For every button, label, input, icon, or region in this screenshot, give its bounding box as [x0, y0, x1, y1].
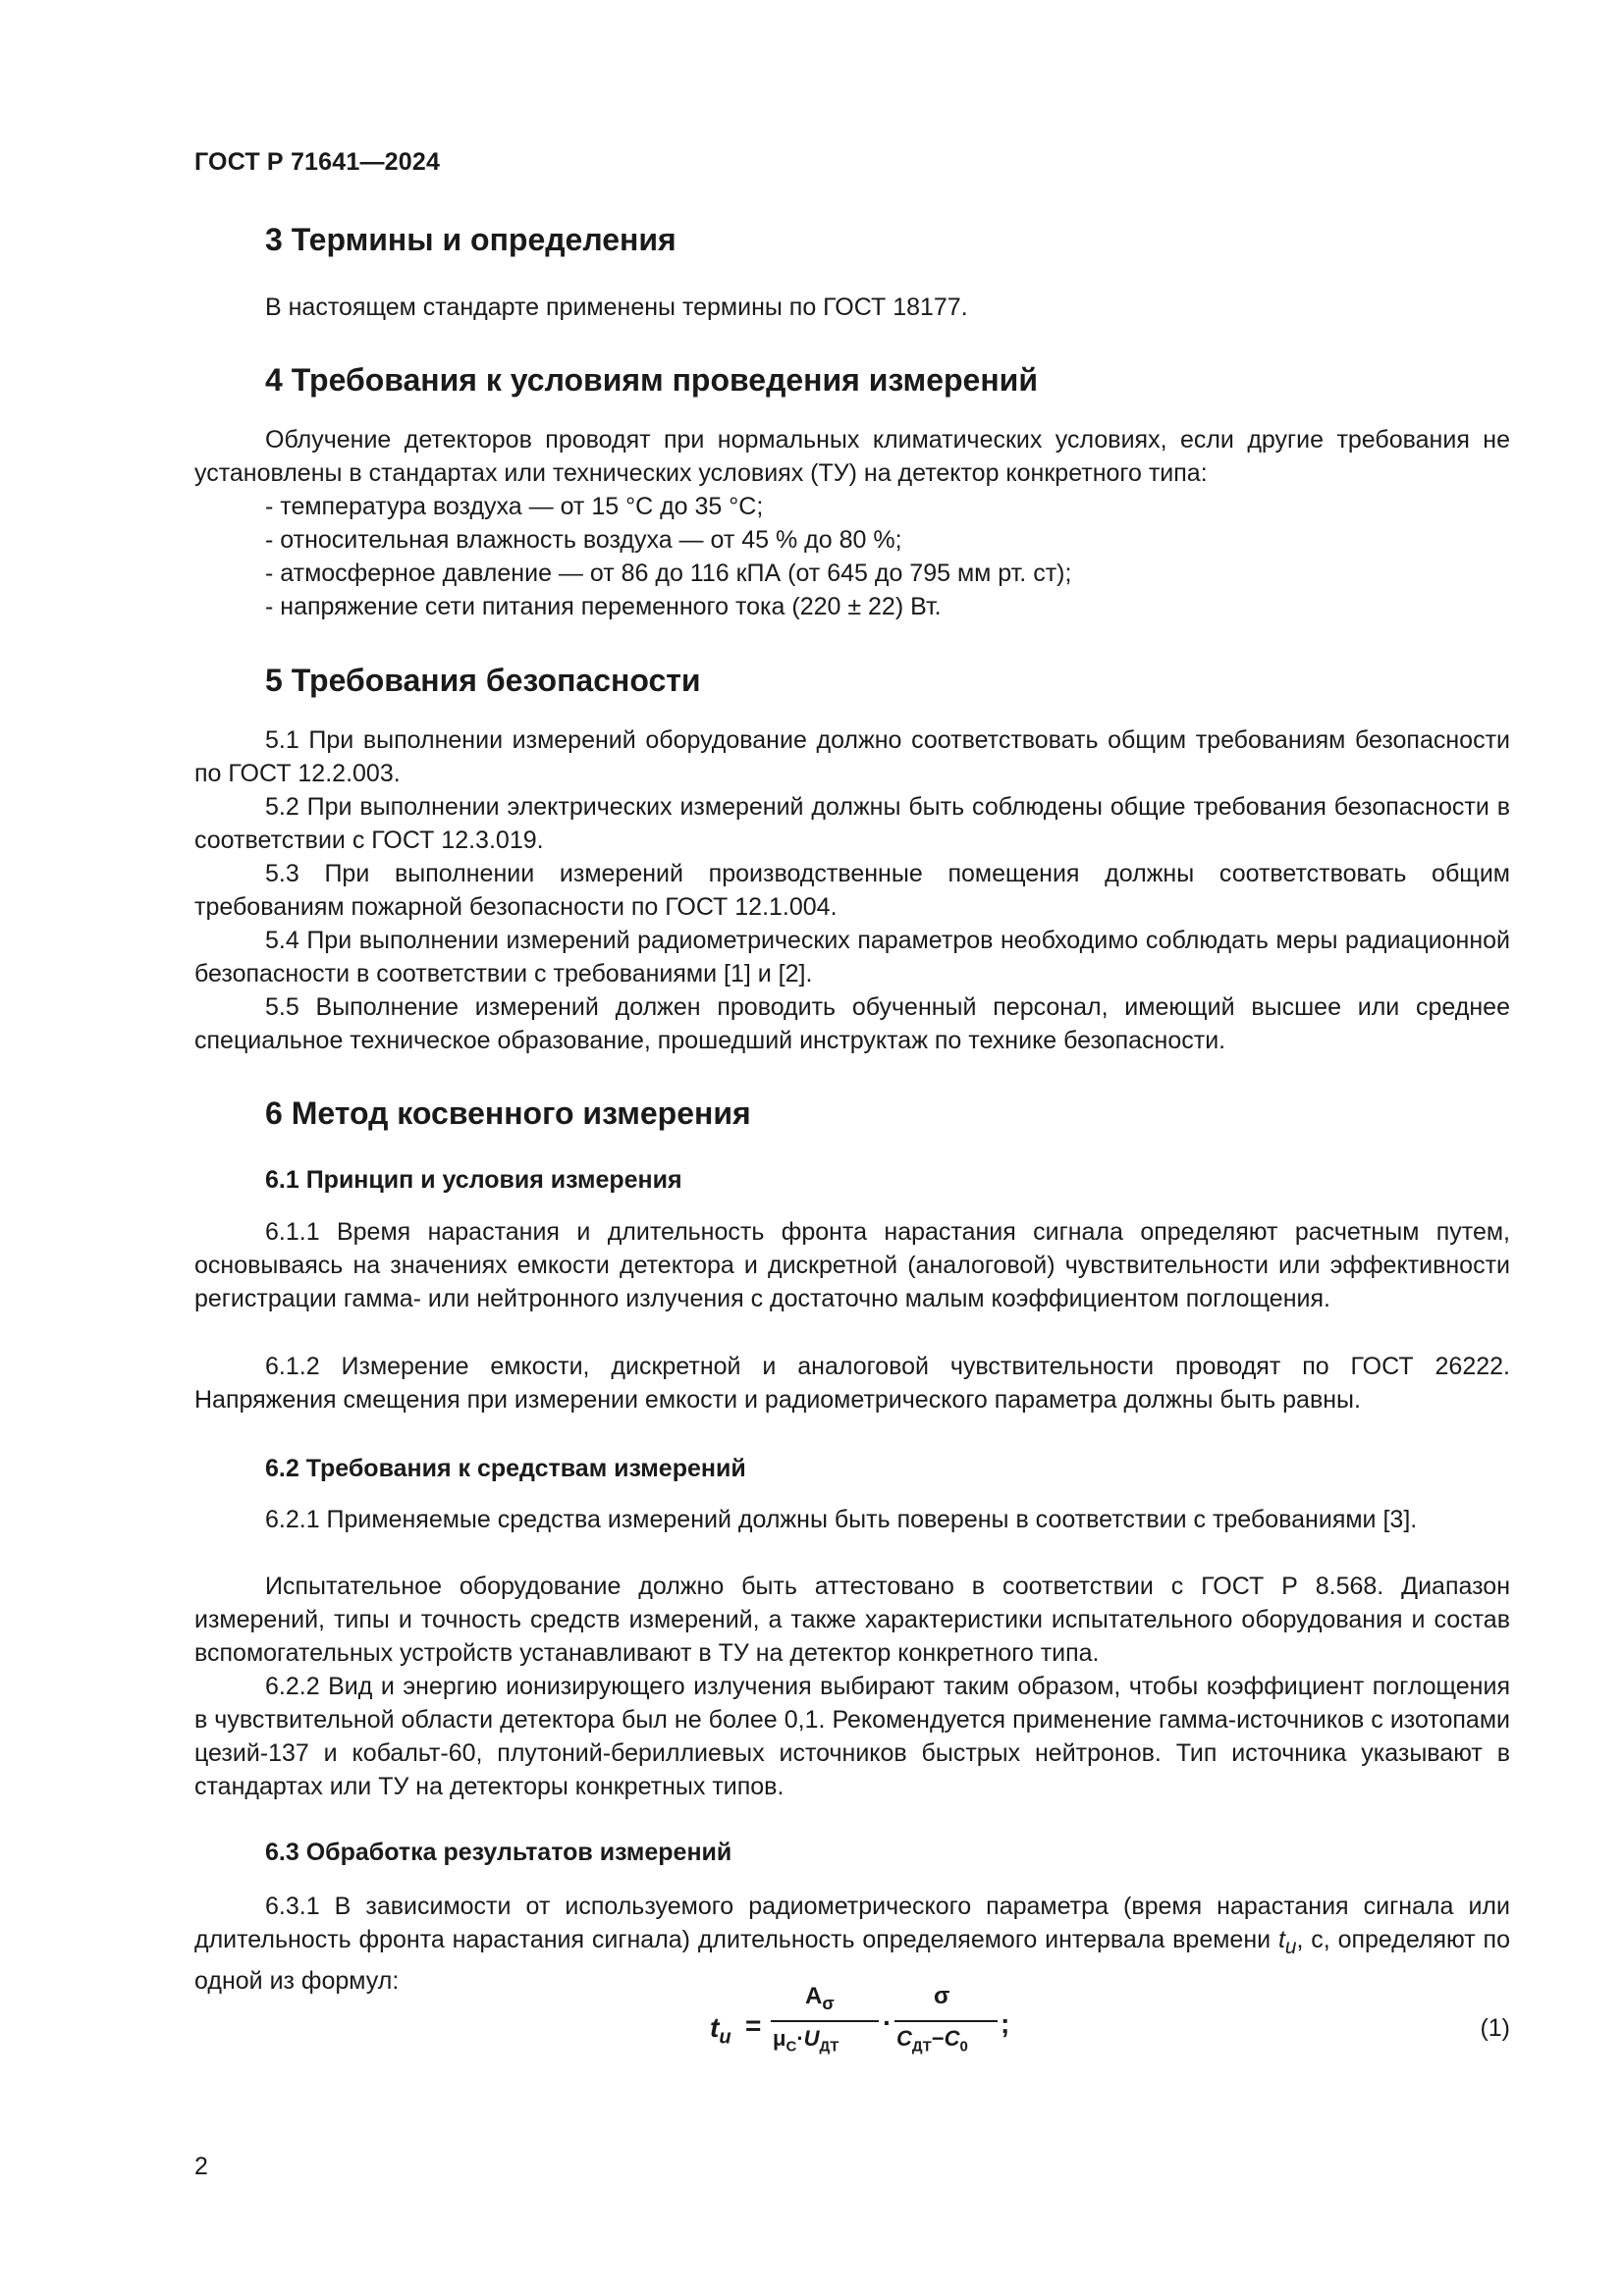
formula-den2-a-sub: ДТ — [911, 2038, 932, 2056]
formula-num1-sub: σ — [822, 1993, 835, 2013]
formula-num1: A — [805, 1983, 823, 2009]
page-number: 2 — [194, 2153, 208, 2180]
paragraph-5-1: 5.1 При выполнении измерений оборудование должно соответствовать общим требованиям безопасности по ГОСТ 12.2.003. — [194, 726, 1510, 787]
list-item: - атмосферное давление — от 86 до 116 кПА (от 645 до 795 мм рт. ст); — [265, 560, 1072, 587]
section-3-heading: 3 Термины и определения — [265, 222, 677, 257]
formula-lhs-sub: u — [719, 2026, 731, 2049]
formula-1 — [710, 1983, 1010, 2081]
paragraph-5-5: 5.5 Выполнение измерений должен проводить обученный персонал, имеющий высшее или среднее специальное техническое образование, прошедший инструктаж по технике безопасности. — [194, 993, 1510, 1054]
formula-equals: = — [745, 2010, 762, 2041]
paragraph-5-3: 5.3 При выполнении измерений производственные помещения должны соответствовать общим требованиям пожарной безопасности по ГОСТ 12.1.004. — [194, 860, 1510, 921]
formula-den2-a: C — [896, 2026, 912, 2051]
list-item: - температура воздуха — от 15 °С до 35 °С; — [265, 493, 764, 520]
formula-num2: σ — [934, 1983, 950, 2009]
time-symbol-subscript: u — [1284, 1936, 1297, 1958]
section-4-heading: 4 Требования к условиям проведения измерений — [265, 362, 1038, 398]
paragraph-5-2: 5.2 При выполнении электрических измерений должны быть соблюдены общие требования безопасности в соответствии с ГОСТ 12.3.019. — [194, 793, 1510, 854]
formula-mid-dot: · — [883, 2007, 893, 2038]
paragraph-6-2-2: 6.2.2 Вид и энергию ионизирующего излучения выбирают таким образом, чтобы коэффициент поглощения в чувствительной области детектора был не более 0,1. Рекомендуется применение гамма-источников с изотопами цезий-137 и кобальт-60, плутоний-бериллиевых источников быстрых нейтронов. Тип источника указывают в стандартах или ТУ на детекторы конкретных типов. — [194, 1673, 1510, 1800]
section-3-text: В настоящем стандарте применены термины по ГОСТ 18177. — [265, 294, 968, 321]
running-header: ГОСТ Р 71641—2024 — [194, 148, 441, 176]
paragraph-5-4: 5.4 При выполнении измерений радиометрических параметров необходимо соблюдать меры радиационной безопасности в соответствии с требованиями [1] и [2]. — [194, 927, 1510, 988]
subsection-6-2-heading: 6.2 Требования к средствам измерений — [265, 1455, 746, 1482]
formula-fraction-bar-2 — [894, 2020, 998, 2022]
formula-den1-b-sub: ДТ — [819, 2038, 839, 2056]
section-5-heading: 5 Требования безопасности — [265, 663, 701, 698]
subsection-6-1-heading: 6.1 Принцип и условия измерения — [265, 1166, 682, 1194]
paragraph-6-3-1 — [194, 1890, 1510, 1998]
paragraph-6-1-2: 6.1.2 Измерение емкости, дискретной и аналоговой чувствительности проводят по ГОСТ 26222. Напряжения смещения при измерении емкости и радиометрического параметра должны быть равны. — [194, 1353, 1510, 1414]
formula-den1-b: U — [803, 2026, 820, 2051]
formula-den2-b: C — [944, 2026, 960, 2051]
section-4-intro: Облучение детекторов проводят при нормальных климатических условиях, если другие требования не установлены в стандартах или технических условиях (ТУ) на детектор конкретного типа: — [194, 426, 1510, 487]
list-item: - относительная влажность воздуха — от 45 % до 80 %; — [265, 526, 902, 554]
paragraph-6-2-1-cont: Испытательное оборудование должно быть аттестовано в соответствии с ГОСТ Р 8.568. Диапазон измерений, типы и точность средств измерений, а также характеристики испытательного оборудования и состав вспомогательных устройств устанавливают в ТУ на детектор конкретного типа. — [194, 1573, 1510, 1667]
subsection-6-3-heading: 6.3 Обработка результатов измерений — [265, 1839, 732, 1866]
formula-den1-dot: · — [796, 2026, 804, 2051]
formula-fraction-bar-1 — [771, 2020, 879, 2022]
section-6-heading: 6 Метод косвенного измерения — [265, 1095, 751, 1131]
formula-semicolon: ; — [1001, 2008, 1010, 2039]
formula-den2-minus: − — [931, 2026, 945, 2051]
paragraph-6-3-1-text-a: 6.3.1 В зависимости от используемого радиометрического параметра (время нарастания сигнала или длительность фронта нарастания сигнала) длительность определяемого интервала времени — [194, 1893, 1510, 1953]
formula-lhs: t — [710, 2012, 720, 2043]
formula-den1-a-sub: C — [785, 2038, 797, 2056]
formula-den2-b-sub: 0 — [959, 2038, 968, 2056]
paragraph-6-3-1-text-b: , с, определяют по одной из формул: — [194, 1926, 1510, 1995]
paragraph-6-1-1: 6.1.1 Время нарастания и длительность фронта нарастания сигнала определяют расчетным путем, основываясь на значениях емкости детектора и дискретной (аналоговой) чувствительности или эффективности регистрации гамма- или нейтронного излучения с достаточно малым коэффициентом поглощения. — [194, 1218, 1510, 1312]
equation-number: (1) — [1480, 2014, 1510, 2042]
paragraph-6-2-1: 6.2.1 Применяемые средства измерений должны быть поверены в соответствии с требованиями [3]. — [265, 1506, 1418, 1533]
list-item: - напряжение сети питания переменного тока (220 ± 22) Вт. — [265, 593, 942, 620]
time-symbol: t — [1277, 1926, 1285, 1953]
formula-den1-a: μ — [773, 2026, 786, 2051]
